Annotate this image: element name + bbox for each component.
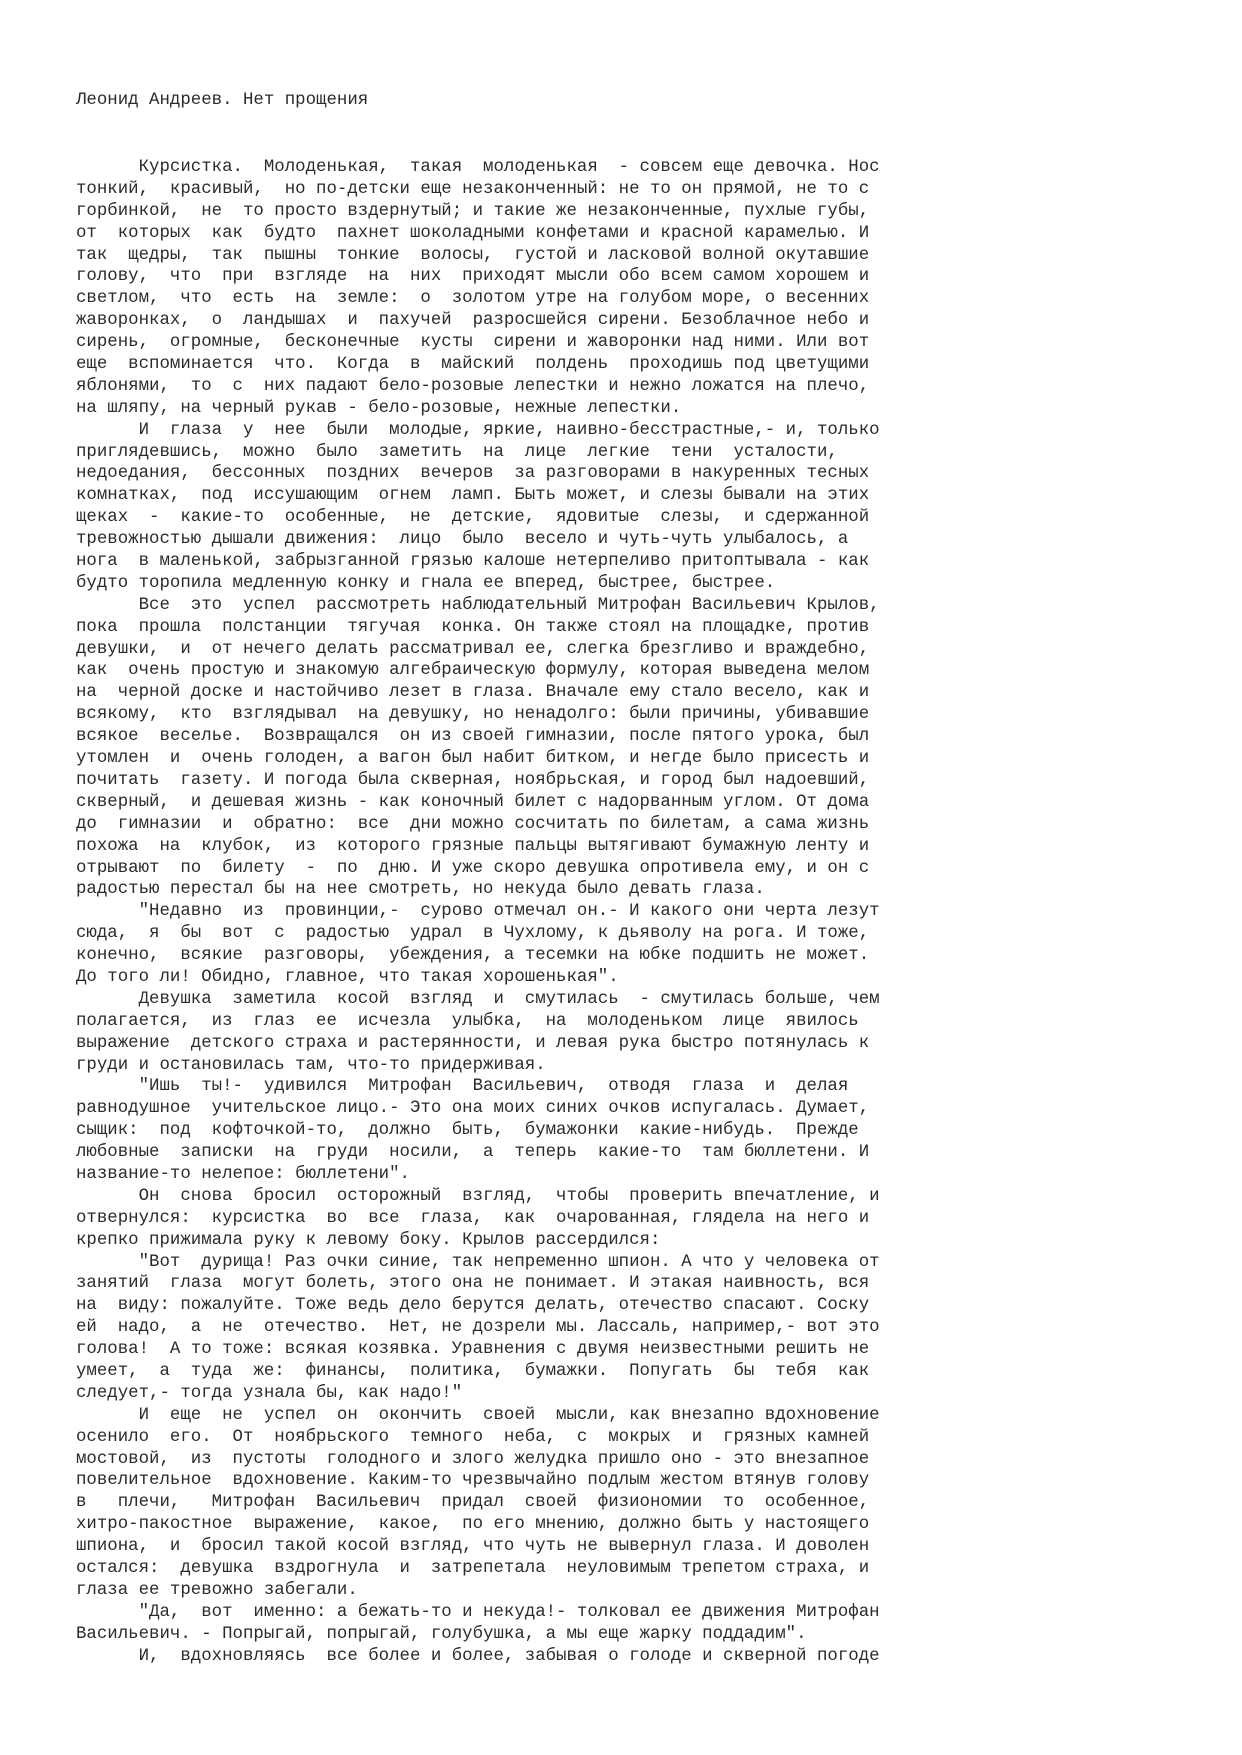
- text-line: пока прошла полстанции тягучая конка. Он также стоял на площадке, против: [76, 617, 870, 637]
- text-line: Все это успел рассмотреть наблюдательный Митрофан Васильевич Крылов,: [76, 595, 880, 615]
- text-line: "Да, вот именно: а бежать-то и некуда!- толковал ее движения Митрофан: [76, 1602, 880, 1622]
- text-line: сюда, я бы вот с радостью удрал в Чухлому, к дьяволу на рога. И тоже,: [76, 924, 870, 944]
- text-line: осенило его. От ноябрьского темного неба, с мокрых и грязных камней: [76, 1427, 870, 1447]
- text-line: Курсистка. Молоденькая, такая молоденькая - совсем еще девочка. Нос: [76, 158, 880, 177]
- text-line: мостовой, из пустоты голодного и злого желудка пришло оно - это внезапное: [76, 1449, 870, 1469]
- document-body: [76, 157, 1026, 1667]
- text-line: щеках - какие-то особенные, не детские, ядовитые слезы, и сдержанной: [76, 508, 870, 528]
- text-line: шпиона, и бросил такой косой взгляд, что чуть не вывернул глаза. И доволен: [76, 1537, 870, 1557]
- text-line: Васильевич. - Попрыгай, попрыгай, голубушка, а мы еще жарку поддадим".: [76, 1624, 807, 1644]
- text-line: в плечи, Митрофан Васильевич придал своей физиономии то особенное,: [76, 1493, 870, 1513]
- text-line: приглядевшись, можно было заметить на лице легкие тени усталости,: [76, 442, 838, 462]
- text-line: на виду: пожалуйте. Тоже ведь дело берутся делать, отечество спасают. Соску: [76, 1296, 870, 1316]
- text-line: так щедры, так пышны тонкие волосы, густой и ласковой волной окутавшие: [76, 245, 870, 265]
- text-line: голову, что при взгляде на них приходят мысли обо всем самом хорошем и: [76, 267, 870, 287]
- text-line: девушки, и от нечего делать рассматривал ее, слегка брезгливо и враждебно,: [76, 639, 870, 659]
- text-line: Девушка заметила косой взгляд и смутилась - смутилась больше, чем: [76, 989, 880, 1009]
- text-line: И глаза у нее были молодые, яркие, наивно-бесстрастные,- и, только: [76, 420, 880, 440]
- text-line: умеет, а туда же: финансы, политика, бумажки. Попугать бы тебя как: [76, 1361, 870, 1381]
- text-line: голова! А то тоже: всякая козявка. Уравнения с двумя неизвестными решить не: [76, 1340, 870, 1360]
- text-line: груди и остановилась там, что-то придерживая.: [76, 1055, 546, 1075]
- text-line: И еще не успел он окончить своей мысли, как внезапно вдохновение: [76, 1405, 880, 1425]
- text-line: на черной доске и настойчиво лезет в глаза. Вначале ему стало весело, как и: [76, 683, 870, 703]
- text-line: горбинкой, не то просто вздернутый; и такие же незаконченные, пухлые губы,: [76, 201, 870, 221]
- text-line: занятий глаза могут болеть, этого она не понимает. И этакая наивность, вся: [76, 1274, 870, 1294]
- text-line: утомлен и очень голоден, а вагон был набит битком, и негде было присесть и: [76, 749, 870, 769]
- document-title: Леонид Андреев. Нет прощения: [76, 91, 369, 110]
- text-line: от которых как будто пахнет шоколадными конфетами и красной карамелью. И: [76, 223, 870, 243]
- text-line: будто торопила медленную конку и гнала ее вперед, быстрее, быстрее.: [76, 573, 776, 593]
- text-line: "Вот дурища! Раз очки синие, так непременно шпион. А что у человека от: [76, 1252, 880, 1272]
- text-line: крепко прижимала руку к левому боку. Крылов рассердился:: [76, 1230, 661, 1250]
- text-line: тонкий, красивый, но по-детски еще незаконченный: не то он прямой, не то с: [76, 179, 870, 199]
- text-line: всякое веселье. Возвращался он из своей гимназии, после пятого урока, был: [76, 727, 870, 747]
- text-line: скверный, и дешевая жизнь - как коночный билет с надорванным углом. От дома: [76, 792, 870, 812]
- text-line: полагается, из глаз ее исчезла улыбка, на молоденьком лице явилось: [76, 1011, 859, 1031]
- text-line: недоедания, бессонных поздних вечеров за разговорами в накуренных тесных: [76, 464, 870, 484]
- text-line: жаворонках, о ландышах и пахучей разросшейся сирени. Безоблачное небо и: [76, 311, 870, 331]
- text-line: на шляпу, на черный рукав - бело-розовые, нежные лепестки.: [76, 398, 682, 418]
- text-line: И, вдохновляясь все более и более, забывая о голоде и скверной погоде: [76, 1646, 880, 1666]
- text-line: тревожностью дышали движения: лицо было весело и чуть-чуть улыбалось, а: [76, 530, 849, 550]
- text-line: отрывают по билету - по дню. И уже скоро девушка опротивела ему, и он с: [76, 858, 870, 878]
- text-line: До того ли! Обидно, главное, что такая хорошенькая".: [76, 967, 619, 987]
- text-line: название-то нелепое: бюллетени".: [76, 1164, 410, 1184]
- text-line: до гимназии и обратно: все дни можно сосчитать по билетам, а сама жизнь: [76, 814, 870, 834]
- text-line: ей надо, а не отечество. Нет, не дозрели мы. Лассаль, например,- вот это: [76, 1318, 880, 1338]
- text-line: отвернулся: курсистка во все глаза, как очарованная, глядела на него и: [76, 1208, 870, 1228]
- text-line: сыщик: под кофточкой-то, должно быть, бумажонки какие-нибудь. Прежде: [76, 1121, 859, 1141]
- text-line: почитать газету. И погода была скверная, ноябрьская, и город был надоевший,: [76, 770, 870, 790]
- text-line: сирень, огромные, бесконечные кусты сирени и жаворонки над ними. Или вот: [76, 333, 870, 353]
- text-line: Он снова бросил осторожный взгляд, чтобы проверить впечатление, и: [76, 1186, 880, 1206]
- text-line: нога в маленькой, забрызганной грязью калоше нетерпеливо притоптывала - как: [76, 552, 870, 572]
- text-line: как очень простую и знакомую алгебраическую формулу, которая выведена мелом: [76, 661, 870, 681]
- text-line: остался: девушка вздрогнула и затрепетала неуловимым трепетом страха, и: [76, 1559, 870, 1578]
- text-line: комнатках, под иссушающим огнем ламп. Быть может, и слезы бывали на этих: [76, 486, 870, 506]
- text-line: повелительное вдохновение. Каким-то чрезвычайно подлым жестом втянув голову: [76, 1471, 870, 1491]
- text-line: конечно, всякие разговоры, убеждения, а тесемки на юбке подшить не может.: [76, 946, 870, 966]
- text-line: еще вспоминается что. Когда в майский полдень проходишь под цветущими: [76, 355, 870, 375]
- text-line: равнодушное учительское лицо.- Это она моих синих очков испугалась. Думает,: [76, 1099, 870, 1119]
- text-line: похожа на клубок, из которого грязные пальцы вытягивают бумажную ленту и: [76, 836, 870, 856]
- text-line: выражение детского страха и растерянности, и левая рука быстро потянулась к: [76, 1033, 870, 1053]
- text-line: светлом, что есть на земле: о золотом утре на голубом море, о весенних: [76, 289, 870, 309]
- text-line: яблонями, то с них падают бело-розовые лепестки и нежно ложатся на плечо,: [76, 376, 870, 396]
- text-line: "Ишь ты!- удивился Митрофан Васильевич, отводя глаза и делая: [76, 1077, 849, 1097]
- text-line: глаза ее тревожно забегали.: [76, 1580, 358, 1600]
- text-line: всякому, кто взглядывал на девушку, но ненадолго: были причины, убивавшие: [76, 705, 870, 725]
- text-line: "Недавно из провинции,- сурово отмечал он.- И какого они черта лезут: [76, 902, 880, 922]
- text-line: хитро-пакостное выражение, какое, по его мнению, должно быть у настоящего: [76, 1515, 870, 1535]
- text-line: следует,- тогда узнала бы, как надо!": [76, 1383, 463, 1403]
- text-line: радостью перестал бы на нее смотреть, но некуда было девать глаза.: [76, 880, 765, 900]
- text-line: любовные записки на груди носили, а теперь какие-то там бюллетени. И: [76, 1143, 870, 1163]
